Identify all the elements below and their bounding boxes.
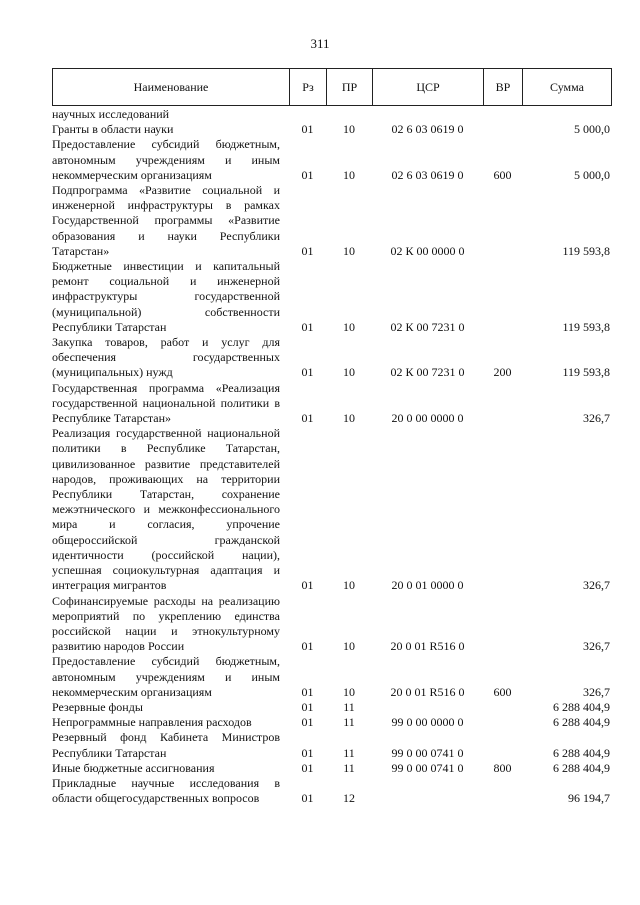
row-name: Предоставление субсидий бюджетным, автономным учреждениям и иным некоммерческим организациям — [52, 137, 280, 182]
table-row — [52, 183, 612, 259]
table-row — [52, 137, 612, 183]
table-row — [52, 730, 612, 760]
row-rz: 01 — [301, 365, 314, 380]
row-csr: 20 0 01 0000 0 — [391, 578, 464, 593]
row-sum: 326,7 — [583, 639, 610, 654]
row-rz: 01 — [301, 319, 314, 334]
row-pr: 12 — [343, 791, 355, 806]
row-pr: 10 — [343, 319, 355, 334]
table-row — [52, 654, 612, 700]
row-csr: 02 К 00 7231 0 — [390, 365, 465, 380]
row-rz: 01 — [301, 791, 314, 806]
row-name: Непрограммные направления расходов — [52, 715, 252, 730]
row-sum: 6 288 404,9 — [553, 715, 610, 730]
row-sum: 326,7 — [583, 684, 610, 699]
row-name: Подпрограмма «Развитие социальной и инженерной инфраструктуры в рамках Государственной программы «Развитие образования и науки Республики Татарстан» — [52, 183, 280, 258]
header-sum: Сумма — [550, 80, 584, 94]
row-name: Реализация государственной национальной политики в Республике Татарстан, цивилизованное развитие представителей народов, проживающих на территории Республики Татарстан, сохранение межэтнического и межконфессионального мира и согласия, упрочение общероссийской гражданской идентичности (российской нации), успешная социокультурная адаптация и интеграция мигрантов — [52, 426, 280, 593]
table-row — [52, 259, 612, 335]
row-pr: 10 — [343, 365, 355, 380]
table-row — [52, 776, 612, 806]
row-name: Прикладные научные исследования в области общегосударственных вопросов — [52, 775, 280, 806]
row-rz: 01 — [301, 122, 314, 137]
row-csr: 99 0 00 0000 0 — [391, 715, 464, 730]
row-csr: 20 0 01 R516 0 — [390, 639, 465, 654]
row-pr: 11 — [343, 760, 355, 775]
row-name: Резервные фонды — [52, 699, 143, 714]
row-csr: 02 К 00 7231 0 — [390, 319, 465, 334]
table-row — [52, 122, 612, 137]
row-name: Закупка товаров, работ и услуг для обеспечения государственных (муниципальных) нужд — [52, 335, 280, 380]
header-pr: ПР — [327, 69, 373, 105]
row-sum: 5 000,0 — [574, 122, 610, 137]
row-name: Бюджетные инвестиции и капитальный ремонт социальной и инженерной инфраструктуры государственной (муниципальной) собственности Республики Татарстан — [52, 259, 280, 334]
row-rz: 01 — [301, 745, 314, 760]
row-vr: 600 — [493, 684, 512, 699]
row-sum: 119 593,8 — [562, 319, 610, 334]
table-body — [52, 107, 612, 806]
table-row — [52, 594, 612, 655]
row-name: Гранты в области науки — [52, 122, 174, 137]
row-sum: 326,7 — [583, 411, 610, 426]
row-vr: 800 — [493, 760, 512, 775]
table-row — [52, 715, 612, 730]
row-name: Резервный фонд Кабинета Министров Республики Татарстан — [52, 730, 280, 760]
table-row — [52, 107, 612, 122]
row-sum: 119 593,8 — [562, 243, 610, 258]
row-csr: 02 6 03 0619 0 — [391, 122, 464, 137]
row-pr: 10 — [343, 243, 355, 258]
row-pr: 11 — [343, 699, 355, 714]
row-vr: 200 — [493, 365, 512, 380]
row-pr: 11 — [343, 715, 355, 730]
table-row — [52, 426, 612, 593]
header-name: Наименование — [53, 69, 290, 105]
row-rz: 01 — [301, 411, 314, 426]
row-vr: 600 — [493, 167, 512, 182]
row-sum: 119 593,8 — [562, 365, 610, 380]
header-vr: ВР — [484, 69, 523, 105]
row-rz: 01 — [301, 639, 314, 654]
row-name: Софинансируемые расходы на реализацию мероприятий по укреплению единства российской нации и этнокультурному развитию народов России — [52, 593, 280, 654]
table-row — [52, 381, 612, 427]
row-rz: 01 — [301, 578, 314, 593]
row-csr: 02 К 00 0000 0 — [390, 243, 465, 258]
row-sum: 5 000,0 — [574, 167, 610, 182]
row-pr: 10 — [343, 639, 355, 654]
row-sum: 6 288 404,9 — [553, 760, 610, 775]
row-pr: 10 — [343, 167, 355, 182]
row-rz: 01 — [301, 699, 314, 714]
table-row — [52, 700, 612, 715]
row-pr: 11 — [343, 745, 355, 760]
page-number: 311 — [310, 36, 330, 51]
row-sum: 6 288 404,9 — [553, 699, 610, 714]
row-csr: 99 0 00 0741 0 — [391, 760, 464, 775]
table-row — [52, 335, 612, 381]
row-csr: 20 0 01 R516 0 — [390, 684, 465, 699]
row-pr: 10 — [343, 578, 355, 593]
row-csr: 20 0 00 0000 0 — [391, 411, 464, 426]
row-rz: 01 — [301, 167, 314, 182]
table-row — [52, 761, 612, 776]
row-name: Предоставление субсидий бюджетным, автономным учреждениям и иным некоммерческим организациям — [52, 654, 280, 699]
row-name: Государственная программа «Реализация государственной национальной политики в Республике Татарстан» — [52, 380, 280, 426]
row-rz: 01 — [301, 243, 314, 258]
row-sum: 96 194,7 — [568, 791, 610, 806]
row-sum: 6 288 404,9 — [553, 745, 610, 760]
row-rz: 01 — [301, 715, 314, 730]
row-rz: 01 — [301, 684, 314, 699]
row-csr: 02 6 03 0619 0 — [391, 167, 464, 182]
row-name: научных исследований — [52, 107, 170, 121]
table-header — [52, 68, 612, 106]
row-pr: 10 — [343, 411, 355, 426]
row-rz: 01 — [301, 760, 314, 775]
row-sum: 326,7 — [583, 578, 610, 593]
row-name: Иные бюджетные ассигнования — [52, 760, 215, 775]
row-csr: 99 0 00 0741 0 — [391, 745, 464, 760]
header-rz: Рз — [290, 69, 327, 105]
header-csr: ЦСР — [373, 69, 484, 105]
row-pr: 10 — [343, 122, 355, 137]
row-pr: 10 — [343, 684, 355, 699]
